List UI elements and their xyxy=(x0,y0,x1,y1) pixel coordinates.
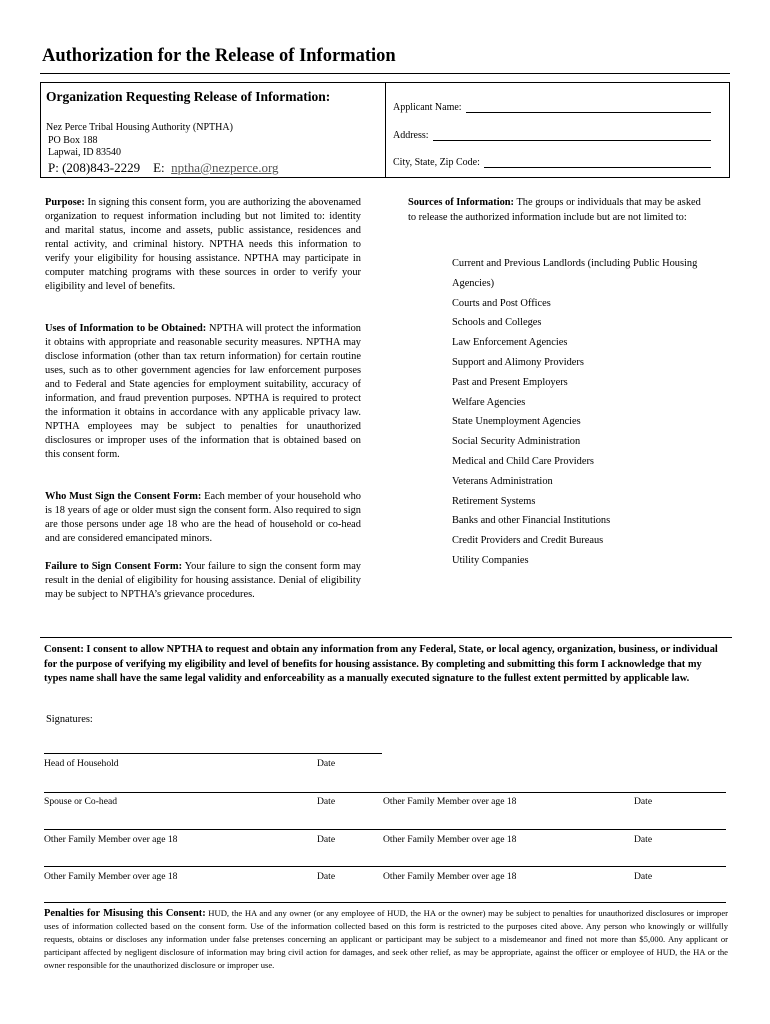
list-item: State Unemployment Agencies xyxy=(452,416,581,428)
consent-divider xyxy=(40,637,732,638)
organization-phone: P: (208)843-2229 xyxy=(48,160,141,175)
city-state-zip-field[interactable] xyxy=(393,157,711,168)
list-item: Medical and Child Care Providers xyxy=(452,455,594,467)
list-item: Past and Present Employers xyxy=(452,376,568,388)
other-member-label: Other Family Member over age 18 xyxy=(44,871,178,882)
date-label: Date xyxy=(634,871,653,882)
signature-line-head[interactable] xyxy=(44,753,382,754)
address-label: Address: xyxy=(393,130,429,141)
applicant-name-label: Applicant Name: xyxy=(393,102,462,113)
date-label: Date xyxy=(634,796,653,807)
sources-list xyxy=(452,254,732,571)
uses-text: NPTHA will protect the information it obtains with appropriate and reasonable security measures. NPTHA may disclose information (other than tax return information) for certain routine uses, such as to other government agencies for law enforcement purposes and to Federal and State agencies for employment suitability, accuracy of information, and fraud prevention purposes. NPTHA is required to protect the information it obtains in accordance with any applicable privacy law. NPTHA employees may be subject to penalties for unauthorized disclosures or improper uses of the information that is obtained based on this consent form. xyxy=(45,323,361,460)
list-item: Utility Companies xyxy=(452,554,529,566)
penalties-paragraph xyxy=(44,907,728,972)
purpose-heading: Purpose: xyxy=(45,197,85,208)
date-label: Date xyxy=(317,796,336,807)
signature-line-row3[interactable] xyxy=(44,829,726,830)
list-item: Social Security Administration xyxy=(452,436,581,448)
date-label: Date xyxy=(317,834,336,845)
list-item: Credit Providers and Credit Bureaus xyxy=(452,535,604,547)
who-signs-text: Each member of your household who is 18 years of age or older must sign the consent form. Also required to sign are those persons under age 18 who are the head of household or co-head and are considered emancipated minors. xyxy=(45,491,361,544)
other-member-label: Other Family Member over age 18 xyxy=(383,796,517,807)
city-state-zip-label: City, State, Zip Code: xyxy=(393,157,480,168)
list-item: Courts and Post Offices xyxy=(452,297,551,309)
organization-name: Nez Perce Tribal Housing Authority (NPTHA) xyxy=(46,122,233,133)
sources-intro xyxy=(408,195,704,225)
list-item: Law Enforcement Agencies xyxy=(452,337,568,349)
penalty-divider xyxy=(44,902,726,903)
who-signs-heading: Who Must Sign the Consent Form: xyxy=(45,491,202,502)
uses-heading: Uses of Information to be Obtained: xyxy=(45,323,207,334)
organization-box-divider xyxy=(385,82,386,178)
applicant-name-line[interactable] xyxy=(466,102,711,113)
failure-heading: Failure to Sign Consent Form: xyxy=(45,561,183,572)
title-divider xyxy=(40,73,730,74)
signatures-label: Signatures: xyxy=(46,714,93,725)
list-item: Current and Previous Landlords (including Public Housing Agencies) xyxy=(452,258,698,289)
organization-city: Lapwai, ID 83540 xyxy=(48,147,122,158)
head-of-household-label: Head of Household xyxy=(44,758,119,769)
list-item: Schools and Colleges xyxy=(452,317,542,329)
email-label: E: xyxy=(153,160,165,175)
purpose-text: In signing this consent form, you are authorizing the abovenamed organization to request information including but not limited to: identity and marital status, income and assets, public assistance, residences and rental activity, and criminal history. NPTHA needs this information to verify your eligibility for housing assistance. NPTHA may participate in computer matching programs with these sources in order to verify your eligibility and level of benefits. xyxy=(45,197,361,292)
consent-statement: Consent: I consent to allow NPTHA to request and obtain any information from any Federal, State, or local agency, organization, business, or individual for the purpose of verifying my eligibility and level of benefits for housing assistance. By completing and submitting this form I acknowledge that my types name shall have the same legal validity and enforceability as a manually executed signature to the fullest extent permitted by applicable law. xyxy=(44,644,718,684)
list-item: Banks and other Financial Institutions xyxy=(452,515,611,527)
email-link[interactable]: nptha@nezperce.org xyxy=(171,160,279,175)
penalties-heading: Penalties for Misusing this Consent: xyxy=(44,908,206,919)
signature-line-row4[interactable] xyxy=(44,866,726,867)
other-member-label: Other Family Member over age 18 xyxy=(44,834,178,845)
list-item: Veterans Administration xyxy=(452,475,553,487)
purpose-paragraph xyxy=(45,196,361,294)
page-title: Authorization for the Release of Information xyxy=(42,46,396,66)
who-signs-paragraph xyxy=(45,490,361,546)
sources-intro-text: The groups or individuals that may be asked to release the authorized information include but are not limited to: xyxy=(408,197,701,223)
signature-line-row2[interactable] xyxy=(44,792,726,793)
failure-text: Your failure to sign the consent form may result in the denial of eligibility for housing assistance. Denial of eligibility may be subject to NPTHA’s grievance procedures. xyxy=(45,561,361,600)
city-state-zip-line[interactable] xyxy=(484,157,711,168)
applicant-name-field[interactable] xyxy=(393,102,711,113)
failure-paragraph xyxy=(45,560,361,602)
uses-paragraph xyxy=(45,322,361,462)
date-label: Date xyxy=(317,758,336,769)
organization-contact xyxy=(48,160,279,176)
date-label: Date xyxy=(634,834,653,845)
date-label: Date xyxy=(317,871,336,882)
list-item: Welfare Agencies xyxy=(452,396,526,408)
sources-heading: Sources of Information: xyxy=(408,197,515,208)
penalties-text: HUD, the HA and any owner (or any employee of HUD, the HA or the owner) may be subject to penalties for unauthorized disclosures or improper uses of information collected based on the consent form. Use of the information collected based on this form is restricted to the purposes cited above. Any person who knowingly or willfully requests, obtains or discloses any information under false pretenses concerning an applicant or participant may be subject to a misdemeanor and fined not more than $5,000. Any applicant or participant affected by negligent disclosure of information may bring civil action for damages, and seek other relief, as may be appropriate, against the officer or employee of HUD, the HA or the owner responsible for the unauthorized disclosure or improper use. xyxy=(44,908,728,970)
address-field[interactable] xyxy=(393,130,711,141)
other-member-label: Other Family Member over age 18 xyxy=(383,871,517,882)
spouse-label: Spouse or Co-head xyxy=(44,796,118,807)
list-item: Retirement Systems xyxy=(452,495,536,507)
other-member-label: Other Family Member over age 18 xyxy=(383,834,517,845)
organization-po-box: PO Box 188 xyxy=(48,135,98,146)
address-line[interactable] xyxy=(433,130,711,141)
list-item: Support and Alimony Providers xyxy=(452,356,584,368)
organization-heading: Organization Requesting Release of Information: xyxy=(46,89,331,104)
